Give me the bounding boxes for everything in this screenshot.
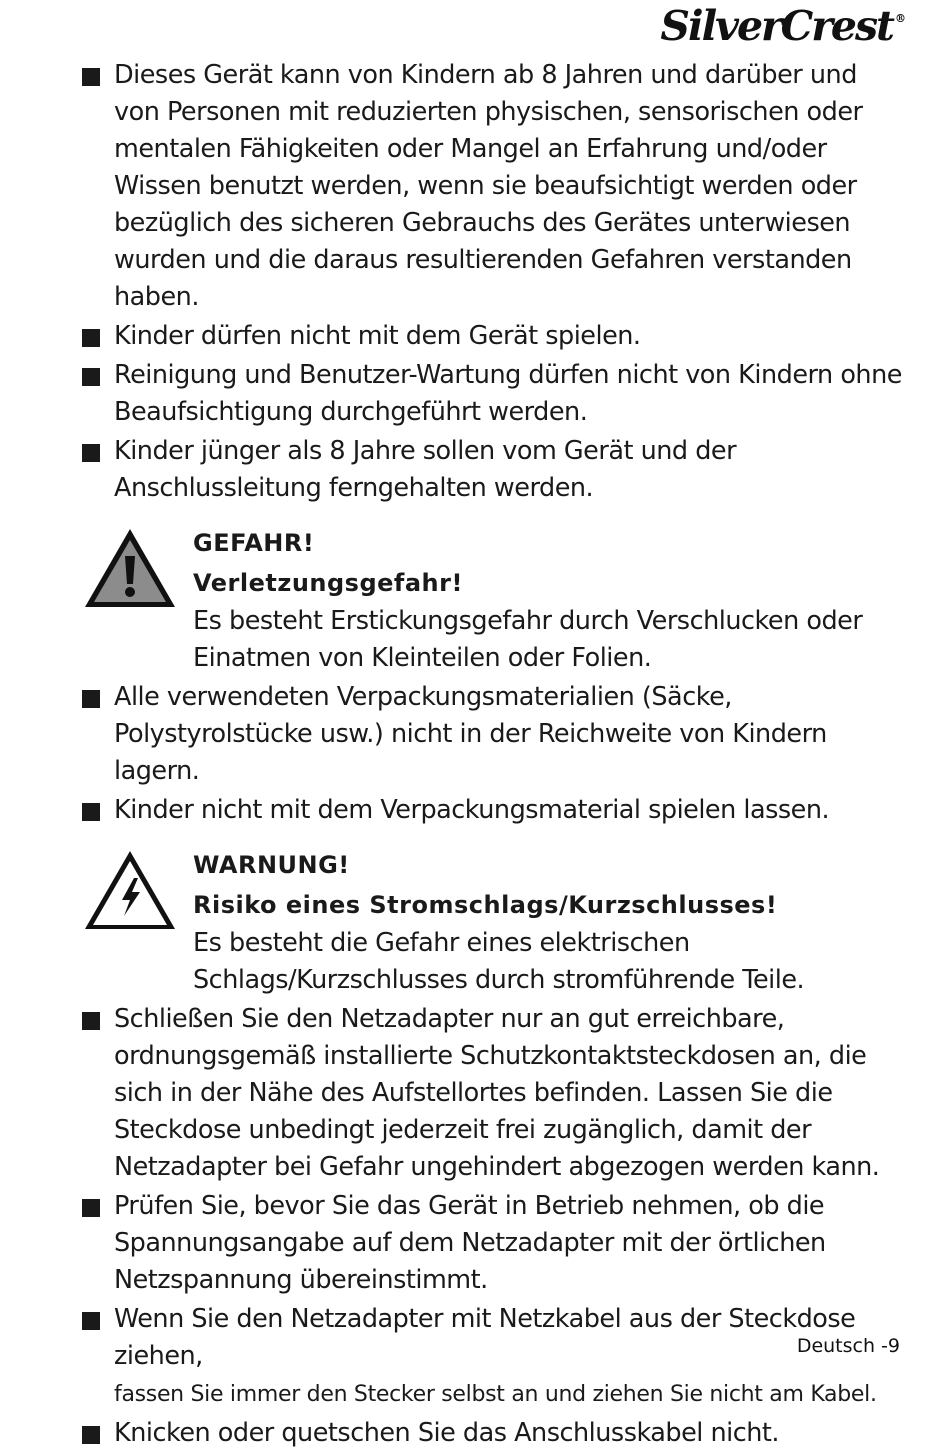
- danger-heading: GEFAHR!: [193, 529, 315, 557]
- list-item-text: Schließen Sie den Netzadapter nur an gut erreichbare, ordnungsgemäß installierte Schutzkontaktsteckdosen an, die sich in der Nähe des Aufstellortes befinden. Lassen Sie die Steckdose unbedingt jederzeit frei zugänglich, damit der Netzadapter bei Gefahr ungehindert abgezogen werden kann.: [114, 1004, 880, 1182]
- list-item-text: Knicken oder quetschen Sie das Anschlusskabel nicht.: [114, 1418, 780, 1448]
- bullet-square-icon: [82, 329, 100, 347]
- electric-shock-triangle-icon: [82, 848, 178, 932]
- list-item-text: Dieses Gerät kann von Kindern ab 8 Jahren und darüber und von Personen mit reduzierten physischen, sensorischen oder mentalen Fähigkeiten oder Mangel an Erfahrung und/oder Wissen benutzt werden, wenn sie beaufsichtigt werden oder bezüglich des sicheren Gebrauchs des Gerätes unterwiesen wurden und die daraus resultierenden Gefahren verstanden haben.: [114, 60, 863, 312]
- danger-notice: [82, 523, 908, 677]
- bullet-square-icon: [82, 1426, 100, 1444]
- warning-notice: [82, 845, 908, 999]
- warning-heading: WARNUNG!: [193, 851, 350, 879]
- warning-subheading: Risiko eines Stromschlags/Kurzschlusses!: [193, 891, 778, 919]
- list-item: [82, 1301, 908, 1413]
- list-item: [82, 1188, 908, 1299]
- list-item-text: Kinder dürfen nicht mit dem Gerät spielen.: [114, 321, 641, 351]
- bullet-square-icon: [82, 1199, 100, 1217]
- page-number: Deutsch -9: [796, 1335, 900, 1357]
- safety-instructions: [82, 57, 908, 1452]
- bullet-square-icon: [82, 444, 100, 462]
- brand-name: SilverCrest: [660, 2, 893, 50]
- bullet-square-icon: [82, 690, 100, 708]
- list-item-text: Reinigung und Benutzer-Wartung dürfen nicht von Kindern ohne Beaufsichtigung durchgeführt werden.: [114, 360, 902, 427]
- bullet-square-icon: [82, 1012, 100, 1030]
- list-item: [82, 357, 908, 431]
- list-item: [82, 792, 908, 829]
- bullet-square-icon: [82, 368, 100, 386]
- list-item-text: Alle verwendeten Verpackungsmaterialien (Säcke, Polystyrolstücke usw.) nicht in der Reichweite von Kindern lagern.: [114, 682, 827, 786]
- list-item: [82, 318, 908, 355]
- registered-mark: ®: [895, 12, 904, 25]
- bullet-square-icon: [82, 68, 100, 86]
- list-item-text: Kinder nicht mit dem Verpackungsmaterial spielen lassen.: [114, 795, 830, 825]
- list-item: [82, 1001, 908, 1186]
- danger-subheading: Verletzungsgefahr!: [193, 569, 463, 597]
- list-item-text: Wenn Sie den Netzadapter mit Netzkabel aus der Steckdose ziehen,: [114, 1304, 856, 1371]
- bullet-square-icon: [82, 1312, 100, 1330]
- list-item-text: Prüfen Sie, bevor Sie das Gerät in Betrieb nehmen, ob die Spannungsangabe auf dem Netzadapter mit der örtlichen Netzspannung übereinstimmt.: [114, 1191, 826, 1295]
- list-item-text-small: fassen Sie immer den Stecker selbst an und ziehen Sie nicht am Kabel.: [114, 1382, 877, 1407]
- list-item: [82, 433, 908, 507]
- bullet-square-icon: [82, 803, 100, 821]
- danger-text: Es besteht Erstickungsgefahr durch Verschlucken oder Einatmen von Kleinteilen oder Folien.: [193, 606, 863, 673]
- general-danger-triangle-icon: [82, 526, 178, 610]
- list-item: [82, 679, 908, 790]
- warning-text: Es besteht die Gefahr eines elektrischen Schlags/Kurzschlusses durch stromführende Teile.: [193, 928, 805, 995]
- list-item: [82, 1415, 908, 1452]
- brand-logo: [660, 2, 902, 51]
- list-item-text: Kinder jünger als 8 Jahre sollen vom Gerät und der Anschlussleitung ferngehalten werden.: [114, 436, 737, 503]
- list-item: [82, 57, 908, 316]
